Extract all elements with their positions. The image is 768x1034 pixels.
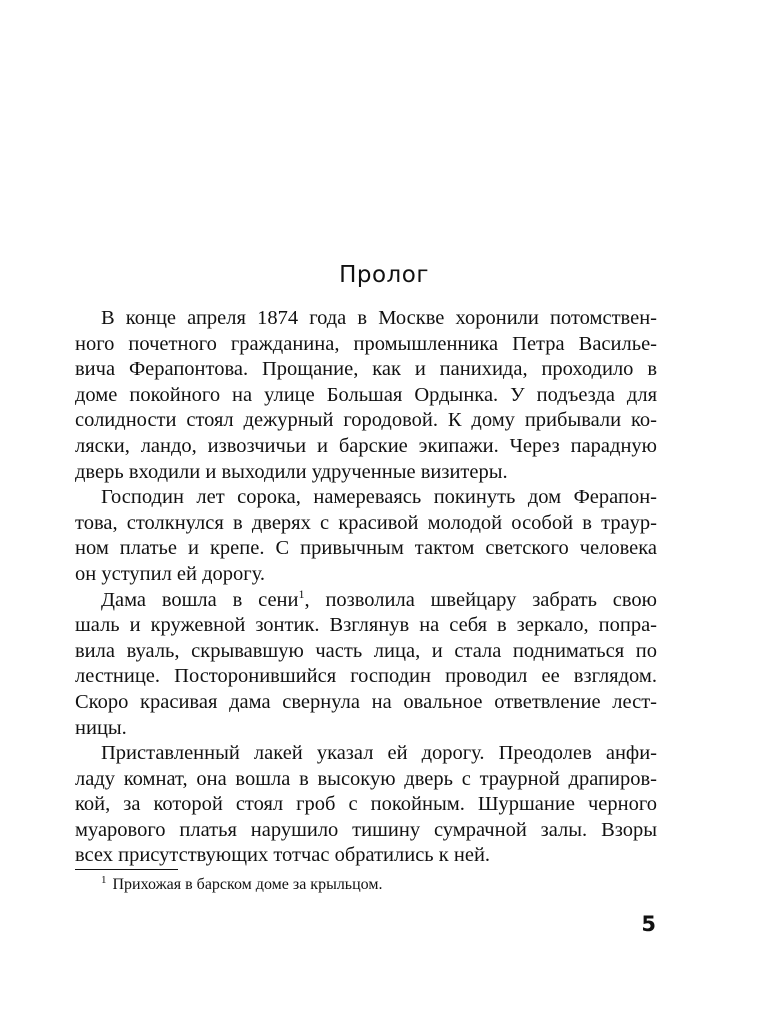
text-line: всех присутствующих тотчас обратились к ней.	[75, 844, 491, 867]
text-line: Приставленный лакей указал ей дорогу. Преодолев анфи-	[101, 742, 657, 765]
text-line: дверь входили и выходили удрученные визитеры.	[75, 460, 508, 483]
page-number: 5	[641, 912, 656, 936]
paragraph	[75, 306, 657, 485]
text-line: ладу комнат, она вошла в высокую дверь с траурной драпиров-	[75, 767, 657, 790]
text-line: В конце апреля 1874 года в Москве хоронили потомствен-	[101, 307, 657, 329]
text-line: он уступил ей дорогу.	[75, 562, 266, 585]
footnote-reference: 1	[298, 586, 305, 601]
footnote	[101, 874, 382, 896]
text-line: вила вуаль, скрывавшую часть лица, и стала подниматься по	[75, 639, 657, 662]
text-line: ницы.	[75, 716, 127, 739]
text-line: вича Ферапонтова. Прощание, как и панихида, проходило в	[75, 358, 657, 381]
paragraph	[75, 588, 657, 742]
paragraph	[75, 485, 657, 587]
text-line: Скоро красивая дама свернула на овальное ответвление лест-	[75, 690, 657, 713]
chapter-title: Пролог	[339, 262, 429, 288]
text-line: ляски, ландо, извозчичьи и барские экипажи. Через парадную	[75, 434, 657, 457]
text-fragment: , позволила швейцару забрать свою	[304, 588, 657, 611]
text-line: ном платье и крепе. С привычным тактом светского человека	[75, 537, 657, 560]
footnote-marker: 1	[101, 873, 107, 886]
text-line: муарового платья нарушило тишину сумрачной залы. Взоры	[75, 818, 657, 841]
text-fragment: Дама вошла в сени	[101, 588, 299, 611]
text-line: доме покойного на улице Большая Ордынка. У подъезда для	[75, 383, 657, 406]
text-line: това, столкнулся в дверях с красивой молодой особой в трaур-	[75, 511, 657, 534]
text-line: лестнице. Посторонившийся господин проводил ее взглядом.	[75, 665, 657, 688]
body-text	[75, 306, 657, 869]
footnote-divider	[75, 869, 178, 870]
text-line: Господин лет сорока, намереваясь покинуть дом Ферапон-	[101, 486, 657, 509]
text-line: солидности стоял дежурный городовой. К дому прибывали ко-	[75, 409, 657, 432]
footnote-text: Прихожая в барском доме за крыльцом.	[112, 876, 383, 893]
text-line: ного почетного гражданина, промышленника Петра Василье-	[75, 332, 657, 355]
paragraph	[75, 741, 657, 869]
text-line: кой, за которой стоял гроб с покойным. Шуршание черного	[75, 793, 657, 816]
text-line	[75, 588, 657, 614]
text-line: шаль и кружевной зонтик. Взглянув на себя в зеркало, попра-	[75, 614, 657, 637]
